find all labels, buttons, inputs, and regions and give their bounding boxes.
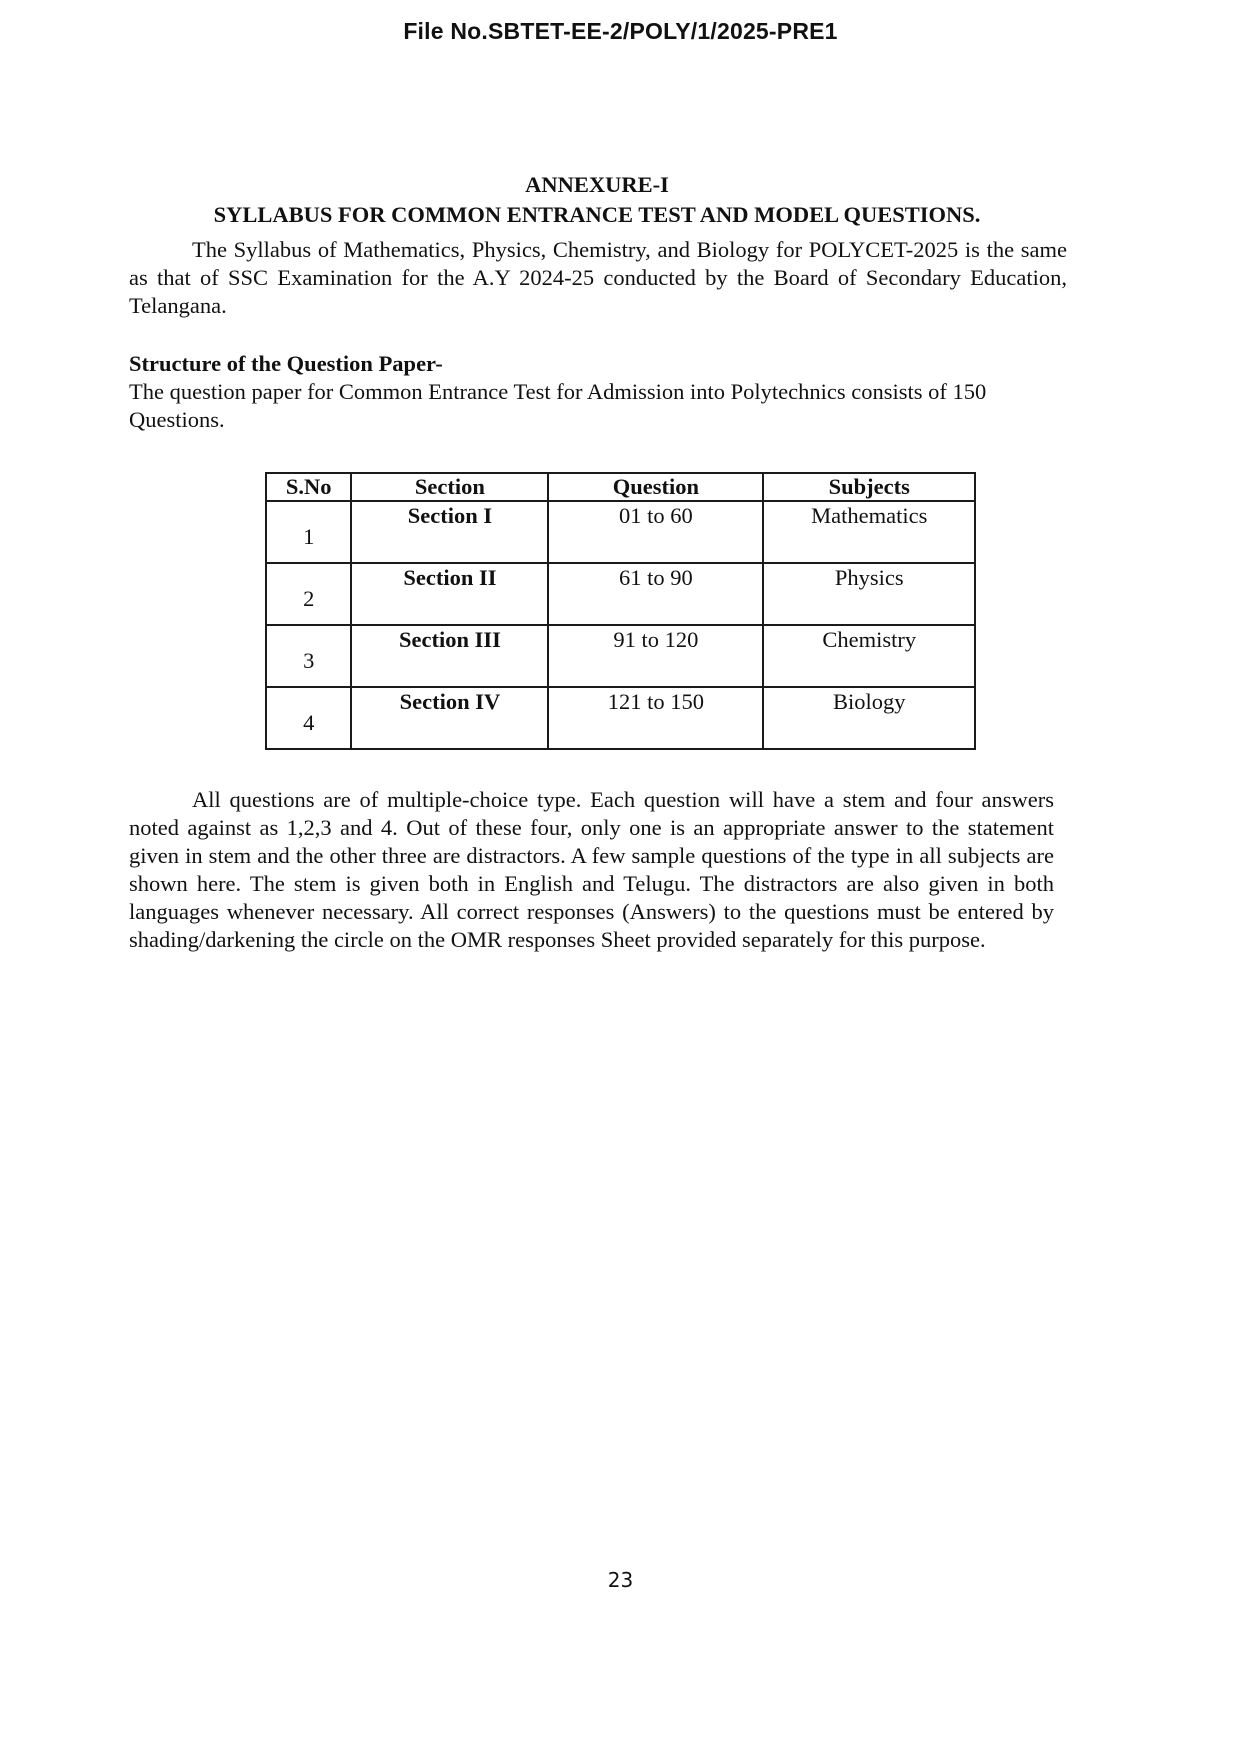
header-section: Section: [351, 473, 548, 501]
table-row: [266, 625, 975, 687]
header-sno: S.No: [266, 473, 351, 501]
annexure-subtitle: SYLLABUS FOR COMMON ENTRANCE TEST AND MODEL QUESTIONS.: [213, 202, 981, 227]
header-subjects: Subjects: [763, 473, 975, 501]
instructions-paragraph: All questions are of multiple-choice type. Each question will have a stem and four answers noted against as 1,2,3 and 4. Out of these four, only one is an appropriate answer to the statement given in stem and the other three are distractors. A few sample questions of the type in all subjects are shown here. The stem is given both in English and Telugu. The distractors are also given in both languages whenever necessary. All correct responses (Answers) to the questions must be entered by shading/darkening the circle on the OMR responses Sheet provided separately for this purpose.: [129, 787, 1054, 952]
page-number: 23: [607, 1568, 634, 1592]
row-section: Section II: [351, 563, 548, 625]
question-paper-sections-table: [265, 472, 976, 750]
annexure-title: ANNEXURE-I: [525, 172, 669, 197]
table-row: [266, 501, 975, 563]
row-subject: Chemistry: [763, 625, 975, 687]
row-question-range: 61 to 90: [548, 563, 763, 625]
table-row: [266, 687, 975, 749]
table-row: [266, 563, 975, 625]
row-section: Section III: [351, 625, 548, 687]
header-question: Question: [548, 473, 763, 501]
row-subject: Physics: [763, 563, 975, 625]
page-content: [129, 170, 1065, 954]
row-sno: 2: [266, 563, 351, 625]
syllabus-intro-paragraph: The Syllabus of Mathematics, Physics, Chemistry, and Biology for POLYCET-2025 is the same as that of SSC Examination for the A.Y 2024-25 conducted by the Board of Secondary Education, Telangana.: [129, 237, 1067, 318]
row-question-range: 91 to 120: [548, 625, 763, 687]
row-sno: 4: [266, 687, 351, 749]
row-question-range: 121 to 150: [548, 687, 763, 749]
file-number-header: File No.SBTET-EE-2/POLY/1/2025-PRE1: [403, 18, 838, 44]
structure-heading: Structure of the Question Paper-: [129, 351, 443, 376]
structure-paragraph: The question paper for Common Entrance Test for Admission into Polytechnics consists of 150 Questions.: [129, 379, 987, 432]
row-section: Section I: [351, 501, 548, 563]
table-header-row: [266, 473, 975, 501]
row-subject: Biology: [763, 687, 975, 749]
row-question-range: 01 to 60: [548, 501, 763, 563]
row-subject: Mathematics: [763, 501, 975, 563]
row-sno: 3: [266, 625, 351, 687]
row-sno: 1: [266, 501, 351, 563]
row-section: Section IV: [351, 687, 548, 749]
